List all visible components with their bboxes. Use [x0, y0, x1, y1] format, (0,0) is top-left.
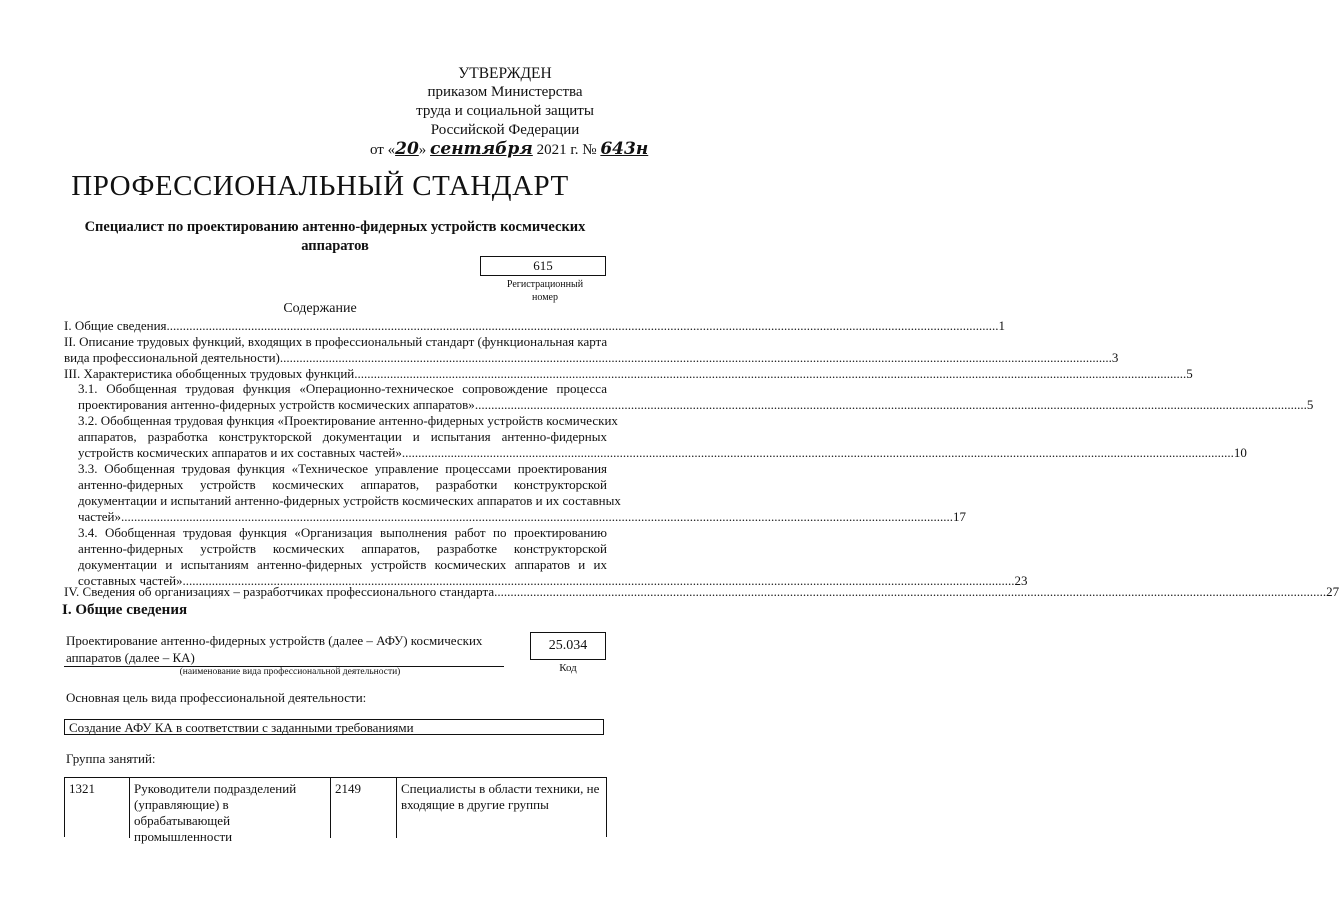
activity-kind: Проектирование антенно-фидерных устройств (далее – АФУ) космических аппаратов (далее – КА)	[66, 633, 483, 665]
toc-entry-3-4-end[interactable]: составных частей» ..... 23	[78, 573, 607, 590]
goal-label: Основная цель вида профессиональной деятельности:	[66, 690, 367, 705]
toc-entry-3-4-cont2: документации и испытаниям антенно-фидерных устройств космических аппаратов и их	[78, 557, 607, 572]
occupation-name-1: Руководители подразделений (управляющие) в обрабатывающей промышленности	[130, 778, 331, 838]
approval-block	[370, 64, 649, 160]
toc-entry-3-3[interactable]: 3.3. Обобщенная трудовая функция «Техническое управление процессами проектирования	[78, 461, 607, 476]
toc-entry-section-4[interactable]: IV. Сведения об организациях – разработчиках профессионального стандарта ..... 27	[64, 584, 607, 601]
toc-entry-3-2[interactable]: 3.2. Обобщенная трудовая функция «Проектирование антенно-фидерных устройств космических	[78, 413, 618, 428]
occupation-table	[64, 777, 607, 844]
approval-ministry: приказом Министерства	[427, 84, 583, 100]
approval-month: сентября	[430, 139, 533, 159]
activity-code: 25.034	[530, 632, 606, 660]
toc-entry-3-4[interactable]: 3.4. Обобщенная трудовая функция «Организация выполнения работ по проектированию	[78, 525, 607, 540]
registration-number: 615	[480, 256, 606, 276]
approval-date-line: от «20» сентября 2021 г. № 643н	[370, 139, 649, 159]
approval-country: Российской Федерации	[430, 122, 580, 138]
contents-heading: Содержание	[283, 301, 357, 316]
toc-entry-3-1[interactable]: 3.1. Обобщенная трудовая функция «Операционно-техническое сопровождение процесса	[78, 381, 607, 396]
toc-entry-3-2-cont: аппаратов, разработка конструкторской документации и испытания антенно-фидерных	[78, 429, 607, 444]
activity-code-caption: Код	[559, 662, 577, 674]
toc-entry-3-3-cont2: документации и испытаний антенно-фидерных устройств космических аппаратов и их составных	[78, 493, 621, 508]
goal-value: Создание АФУ КА в соответствии с заданными требованиями	[64, 719, 604, 735]
toc-entry-3-3-cont: антенно-фидерных устройств космических аппаратов, разработки конструкторской	[78, 477, 607, 492]
toc-entry-section-2[interactable]: II. Описание трудовых функций, входящих в профессиональный стандарт (функциональная карта	[64, 334, 608, 349]
occupation-code-2: 2149	[331, 778, 397, 838]
approval-ministry-2: труда и социальной защиты	[416, 103, 594, 119]
occupation-name-2: Специалисты в области техники, не входящие в другие группы	[401, 781, 600, 812]
approval-year: 2021 г. №	[532, 142, 601, 158]
approval-heading: УТВЕРЖДЕН	[458, 65, 552, 82]
occupation-group-label: Группа занятий:	[66, 751, 156, 766]
toc-entry-3-4-cont: антенно-фидерных устройств космических аппаратов, разработке конструкторской	[78, 541, 607, 556]
section-heading-general: I. Общие сведения	[62, 602, 188, 618]
standard-name: Специалист по проектированию антенно-фидерных устройств космических аппаратов	[84, 219, 586, 254]
approval-order-number: 643н	[600, 139, 649, 159]
toc-entry-section-3[interactable]: III. Характеристика обобщенных трудовых функций ..... 5	[64, 366, 607, 383]
activity-kind-caption: (наименование вида профессиональной деятельности)	[179, 667, 401, 677]
toc-entry-section-2-cont[interactable]: вида профессиональной деятельности) ..... 3	[64, 350, 607, 367]
toc-entry-3-2-end[interactable]: устройств космических аппаратов и их составных частей» ..... 10	[78, 445, 607, 462]
document-title: ПРОФЕССИОНАЛЬНЫЙ СТАНДАРТ	[71, 170, 569, 202]
toc-entry-3-1-cont[interactable]: проектирования антенно-фидерных устройств космических аппаратов» ..... 5	[78, 397, 607, 414]
toc-entry-section-1[interactable]: I. Общие сведения ..... 1	[64, 318, 607, 335]
toc-entry-3-3-end[interactable]: частей» ..... 17	[78, 509, 607, 526]
occupation-code-1: 1321	[65, 778, 130, 838]
approval-day: 20	[395, 139, 419, 159]
registration-caption: Регистрационный номер	[506, 279, 584, 303]
